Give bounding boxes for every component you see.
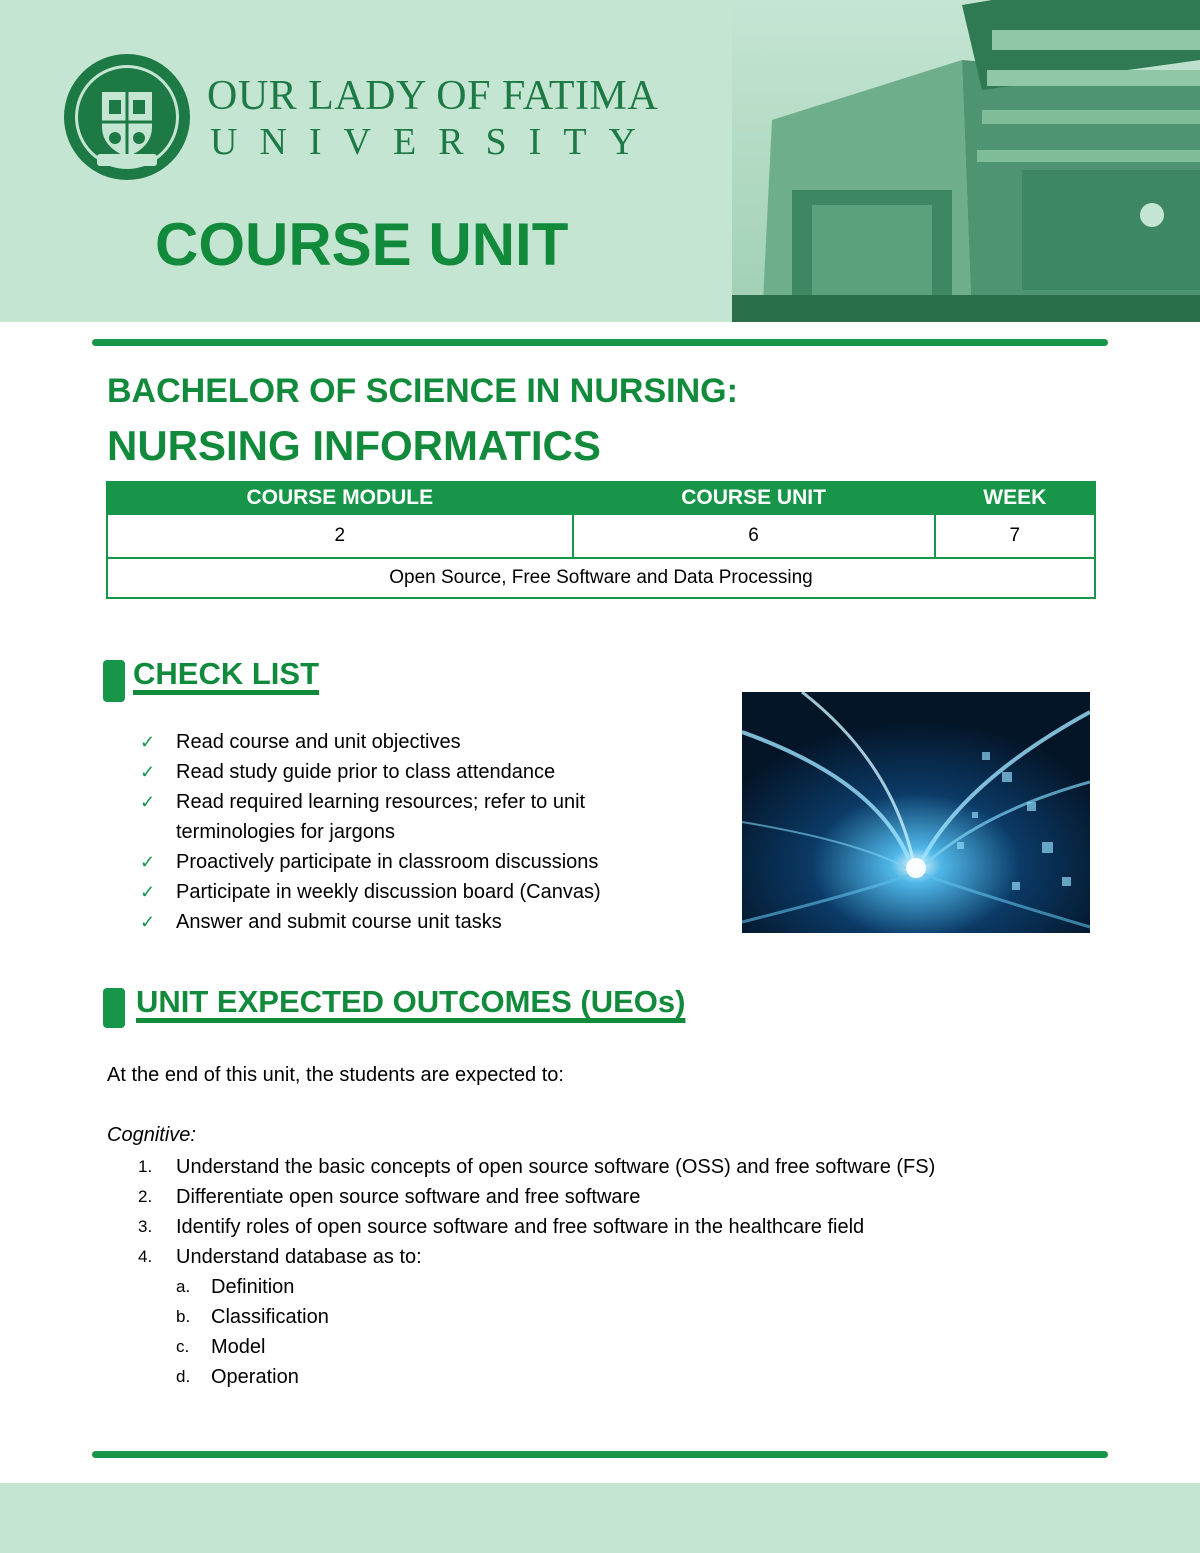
- university-name-line1: OUR LADY OF FATIMA: [207, 73, 659, 119]
- list-item: d. Operation: [176, 1366, 299, 1388]
- check-icon: ✓: [140, 732, 156, 752]
- header-week: WEEK: [935, 482, 1095, 514]
- unit-topic: Open Source, Free Software and Data Processing: [107, 558, 1095, 598]
- list-item: 2. Differentiate open source software and free software: [138, 1186, 641, 1208]
- check-icon: ✓: [140, 792, 156, 812]
- section-marker: [103, 660, 125, 702]
- sub-list: [176, 1272, 1098, 1392]
- footer-band: [0, 1483, 1200, 1553]
- header-course-module: COURSE MODULE: [107, 482, 573, 514]
- list-item: ✓ Read required learning resources; refer to unit terminologies for jargons: [140, 787, 700, 847]
- list-item: c. Model: [176, 1336, 266, 1358]
- table-row: [107, 514, 1095, 558]
- outcomes-list: [138, 1152, 1098, 1392]
- course-info-table: [106, 481, 1096, 599]
- list-item: ✓ Proactively participate in classroom discussions: [140, 847, 700, 877]
- top-divider: [92, 339, 1108, 346]
- list-item: ✓ Read course and unit objectives: [140, 727, 700, 757]
- building-photo-icon: [732, 0, 1200, 322]
- header-course-unit: COURSE UNIT: [573, 482, 935, 514]
- table-header-row: [107, 482, 1095, 514]
- check-icon: ✓: [140, 762, 156, 782]
- outcomes-title: UNIT EXPECTED OUTCOMES (UEOs): [136, 984, 686, 1019]
- check-icon: ✓: [140, 852, 156, 872]
- page-title: COURSE UNIT: [155, 211, 569, 278]
- list-item: ✓ Read study guide prior to class attendance: [140, 757, 700, 787]
- list-item: b. Classification: [176, 1306, 329, 1328]
- bottom-divider: [92, 1451, 1108, 1458]
- list-item: ✓ Participate in weekly discussion board (Canvas): [140, 877, 700, 907]
- list-item: 3. Identify roles of open source software and free software in the healthcare field: [138, 1216, 865, 1238]
- table-row: [107, 558, 1095, 598]
- domain-label: Cognitive:: [107, 1124, 196, 1146]
- value-course-unit: 6: [573, 514, 935, 558]
- header-banner: [0, 0, 1200, 322]
- university-seal-icon: [62, 52, 192, 182]
- checklist: [140, 727, 700, 937]
- degree-title: BACHELOR OF SCIENCE IN NURSING:: [107, 372, 738, 410]
- list-item: 1. Understand the basic concepts of open source software (OSS) and free software (FS): [138, 1156, 936, 1178]
- section-marker: [103, 988, 125, 1028]
- value-week: 7: [935, 514, 1095, 558]
- course-name: NURSING INFORMATICS: [107, 422, 601, 469]
- list-item: 4. Understand database as to: a. Definition b. Classification c. Model d. Operation: [138, 1242, 1098, 1392]
- university-name-line2: UNIVERSITY: [210, 121, 658, 163]
- checklist-title: CHECK LIST: [133, 656, 319, 691]
- check-icon: ✓: [140, 912, 156, 932]
- list-item: ✓ Answer and submit course unit tasks: [140, 907, 700, 937]
- digital-data-tunnel-image: [742, 692, 1090, 933]
- value-course-module: 2: [107, 514, 573, 558]
- list-item: a. Definition: [176, 1276, 295, 1298]
- check-icon: ✓: [140, 882, 156, 902]
- outcomes-intro: At the end of this unit, the students are expected to:: [107, 1064, 564, 1086]
